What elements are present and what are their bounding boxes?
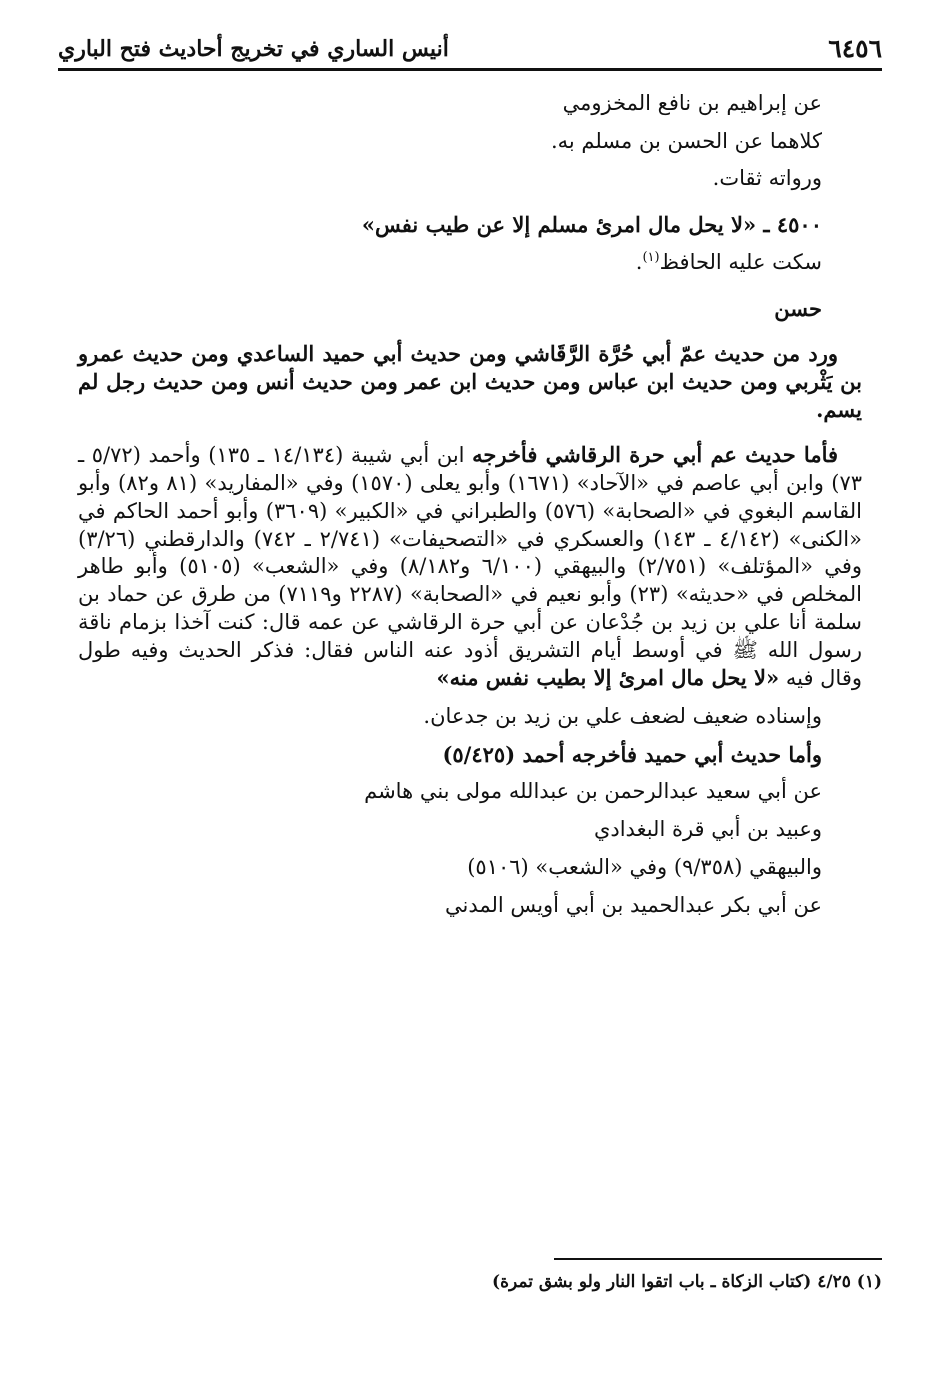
text-span: . [635, 249, 643, 274]
section-heading: وأما حديث أبي حميد فأخرجه أحمد (٥/٤٢٥) [442, 741, 822, 767]
text-line: وعبيد بن أبي قرة البغدادي [593, 817, 822, 842]
text-line: عن إبراهيم بن نافع المخزومي [562, 91, 822, 115]
running-title: أنيس الساري في تخريج أحاديث فتح الباري [58, 36, 449, 62]
text-line: كلاهما عن الحسن بن مسلم به. [550, 128, 822, 153]
text-line: وإسناده ضعيف لضعف علي بن زيد بن جدعان. [423, 703, 822, 728]
page-header [58, 28, 882, 71]
text-line: والبيهقي (٩/٣٥٨) وفي «الشعب» (٥١٠٦) [467, 854, 822, 879]
hadith-heading: ٤٥٠٠ ـ «لا يحل مال امرئ مسلم إلا عن طيب نفس» [361, 212, 822, 238]
grade-heading: حسن [774, 295, 822, 321]
text-line: عن أبي بكر عبدالحميد بن أبي أويس المدني [445, 892, 822, 917]
footnote: (١) ٤/٢٥ (كتاب الزكاة ـ باب اتقوا النار ولو بشق تمرة) [492, 1272, 882, 1292]
text-line: ورواته ثقات. [712, 166, 822, 191]
paragraph [78, 441, 862, 692]
text-line: عن أبي سعيد عبدالرحمن بن عبدالله مولى بني هاشم [364, 779, 822, 804]
paragraph: ورد من حديث عمّ أبي حُرَّة الرَّقَاشي ومن حديث أبي حميد الساعدي ومن حديث عمرو بن يَثْربي ومن حديث ابن عباس ومن حديث ابن عمر ومن حديث أنس ومن حديث رجل لم يسم. [78, 341, 862, 422]
paragraph-lead: فأما حديث عم أبي حرة الرقاشي فأخرجه [472, 442, 838, 468]
footnote-divider [554, 1258, 882, 1260]
footnote-ref: (١) [642, 249, 660, 265]
quoted-hadith: «لا يحل مال امرئ إلا بطيب نفس منه» [436, 665, 780, 691]
text-span: سكت عليه الحافظ [659, 249, 822, 274]
text-line [78, 249, 822, 277]
paragraph-text: ابن أبي شيبة (١٤/١٣٤ ـ ١٣٥) وأحمد (٥/٧٢ ـ ٧٣) وابن أبي عاصم في «الآحاد» (١٦٧١) وأبو يعلى (١٥٧٠) وفي «المفاريد» (٨١ و٨٢) وأبو القاسم البغوي في «الصحابة» (٥٧٦) والطبراني في «الكبير» (٣٦٠٩) وأبو أحمد الحاكم في «الكنى» (٤/١٤٢ ـ ١٤٣) والعسكري في «التصحيفات» (٢/٧٤١ ـ ٧٤٢) والدارقطني (٣/٢٦) وفي «المؤتلف» (٢/٧٥١) والبيهقي (٦/١٠٠ و٨/١٨٢) وفي «الشعب» (٥١٠٥) وأبو طاهر المخلص في «حديثه» (٢٣) وأبو نعيم في «الصحابة» (٢٢٨٧ و٧١١٩) من طرق عن حماد بن سلمة أنا علي بن زيد بن جُدْعان عن أبي حرة الرقاشي عن عمه قال: كنت آخذا بزمام ناقة رسول الله ﷺ في أوسط أيام التشريق أذود عنه الناس فقال: فذكر الحديث وفيه طول وقال فيه [78, 443, 863, 691]
page-body [78, 90, 863, 929]
page-number: ٦٤٥٦ [828, 34, 882, 63]
